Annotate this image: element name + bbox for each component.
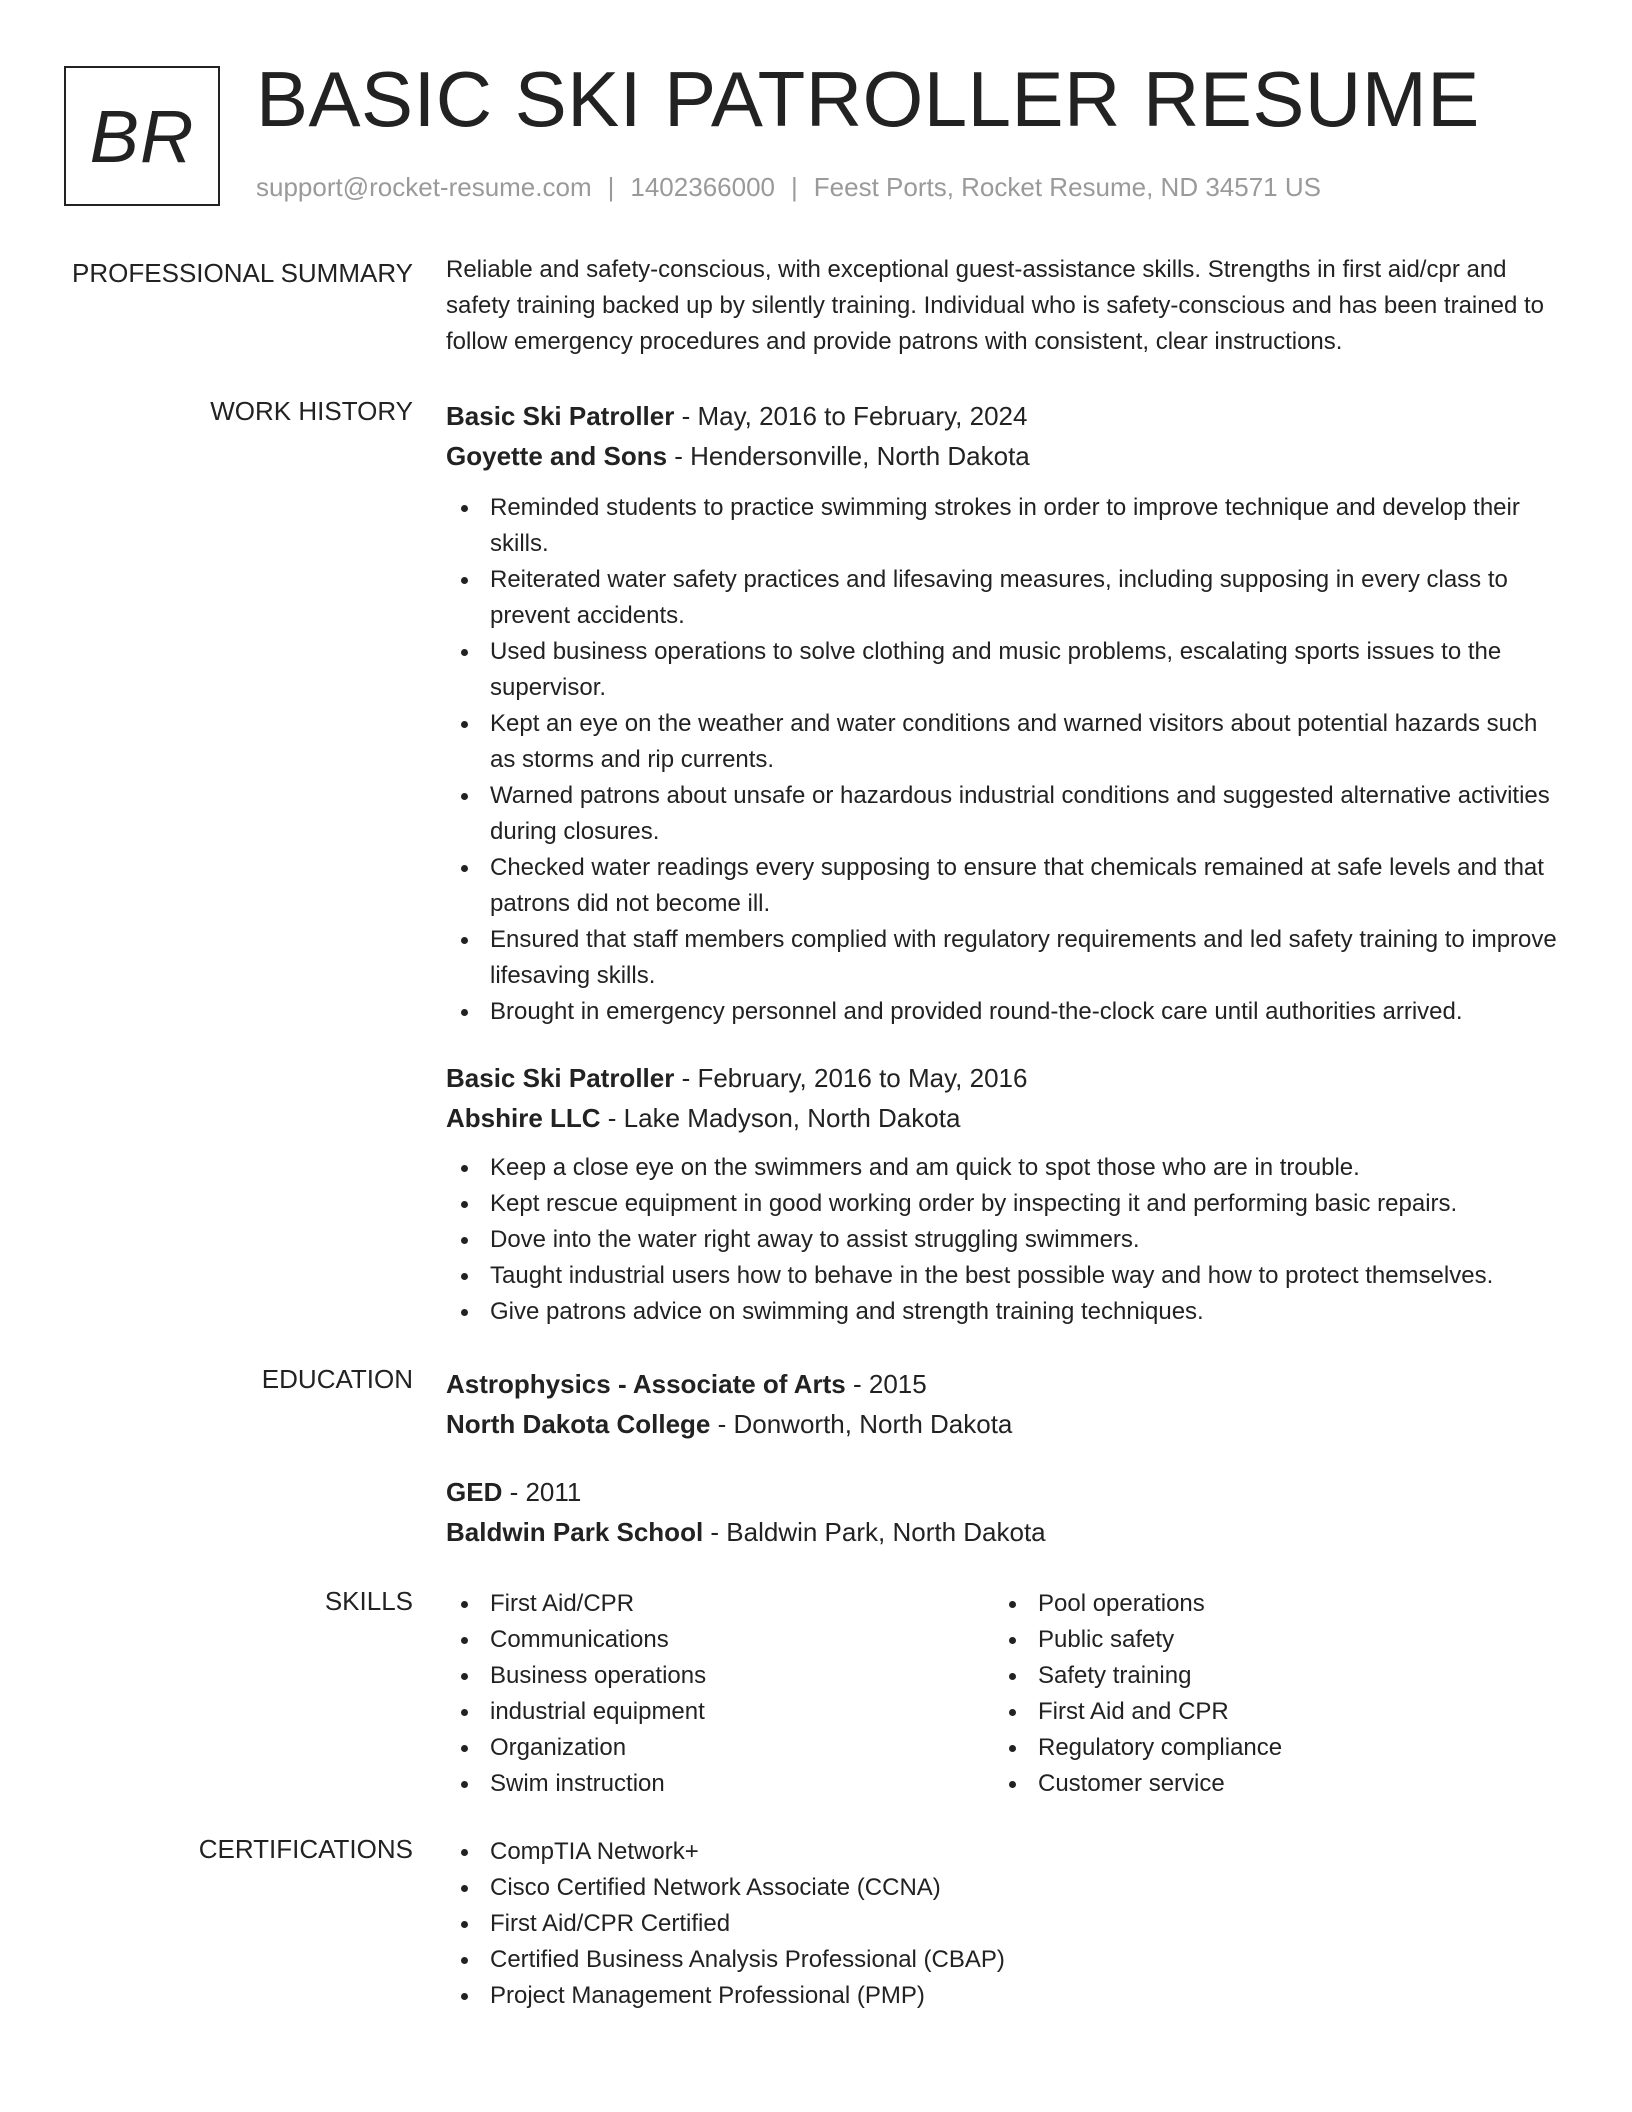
list-item: First Aid/CPR Certified <box>446 1906 1566 1942</box>
list-item: Business operations <box>446 1658 994 1694</box>
summary-body <box>446 258 1566 366</box>
school: Baldwin Park School <box>446 1517 704 1547</box>
contact-separator: | <box>607 172 615 202</box>
degree-year: - 2011 <box>502 1477 582 1507</box>
education-entry <box>446 1472 1566 1552</box>
job-company: Goyette and Sons <box>446 441 668 471</box>
education-body <box>446 1364 1566 1552</box>
degree: GED <box>446 1477 503 1507</box>
school-line <box>446 1404 1566 1444</box>
school-line <box>446 1512 1566 1552</box>
list-item: Kept an eye on the weather and water conditions and warned visitors about potential hazards such as storms and rip currents. <box>446 706 1566 778</box>
job-company-line <box>446 436 1566 476</box>
list-item: Reminded students to practice swimming strokes in order to improve technique and develop their skills. <box>446 490 1566 562</box>
summary-text: Reliable and safety-conscious, with exceptional guest-assistance skills. Strengths in first aid/cpr and safety training backed up by silently training. Individual who is safety-conscious and has been trained to follow emergency procedures and provide patrons with consistent, clear instructions. <box>446 256 1544 355</box>
list-item: Public safety <box>994 1622 1542 1658</box>
degree: Astrophysics - Associate of Arts <box>446 1369 846 1399</box>
section-label-education: EDUCATION <box>261 1364 413 1394</box>
list-item: Certified Business Analysis Professional (CBAP) <box>446 1942 1566 1978</box>
list-item: Reiterated water safety practices and lifesaving measures, including supposing in every class to prevent accidents. <box>446 562 1566 634</box>
contact-line <box>256 172 1321 203</box>
list-item: Swim instruction <box>446 1766 994 1802</box>
job-title-line <box>446 1058 1566 1098</box>
degree-line <box>446 1472 1566 1512</box>
list-item: Communications <box>446 1622 994 1658</box>
work-body <box>446 396 1566 1030</box>
school-location: - Donworth, North Dakota <box>710 1409 1013 1439</box>
school: North Dakota College <box>446 1409 711 1439</box>
degree-year: - 2015 <box>845 1369 927 1399</box>
job-bullets <box>446 1150 1566 1330</box>
job-entry <box>446 396 1566 1030</box>
list-item: Taught industrial users how to behave in the best possible way and how to protect themselves. <box>446 1258 1566 1294</box>
degree-line <box>446 1364 1566 1404</box>
list-item: Dove into the water right away to assist struggling swimmers. <box>446 1222 1566 1258</box>
list-item: First Aid and CPR <box>994 1694 1542 1730</box>
job-title: Basic Ski Patroller <box>446 401 675 431</box>
section-label-skills: SKILLS <box>324 1586 413 1616</box>
job-location: - Lake Madyson, North Dakota <box>600 1103 961 1133</box>
list-item: Warned patrons about unsafe or hazardous industrial conditions and suggested alternative activities during closures. <box>446 778 1566 850</box>
section-label-work: WORK HISTORY <box>210 396 413 426</box>
job-company: Abshire LLC <box>446 1103 601 1133</box>
contact-separator: | <box>791 172 798 202</box>
list-item: First Aid/CPR <box>446 1586 994 1622</box>
list-item: Checked water readings every supposing to ensure that chemicals remained at safe levels and that patrons did not become ill. <box>446 850 1566 922</box>
skills-list-left <box>446 1586 994 1802</box>
certifications-body <box>446 1834 1566 2014</box>
list-item: Organization <box>446 1730 994 1766</box>
contact-email: support@rocket-resume.com <box>256 172 592 202</box>
skills-list-right <box>994 1586 1542 1802</box>
contact-address: Feest Ports, Rocket Resume, ND 34571 US <box>813 172 1321 202</box>
work-body-job2 <box>446 1058 1566 1330</box>
list-item: CompTIA Network+ <box>446 1834 1566 1870</box>
list-item: Used business operations to solve clothing and music problems, escalating sports issues to the supervisor. <box>446 634 1566 706</box>
section-label-certifications: CERTIFICATIONS <box>198 1834 413 1864</box>
list-item: Kept rescue equipment in good working order by inspecting it and performing basic repairs. <box>446 1186 1566 1222</box>
section-label-summary: PROFESSIONAL SUMMARY <box>72 258 413 288</box>
list-item: Safety training <box>994 1658 1542 1694</box>
job-location: - Hendersonville, North Dakota <box>667 441 1030 471</box>
school-location: - Baldwin Park, North Dakota <box>703 1517 1046 1547</box>
job-dates: - May, 2016 to February, 2024 <box>674 401 1028 431</box>
certifications-list <box>446 1834 1566 2014</box>
monogram-logo: BR <box>64 66 220 206</box>
list-item: industrial equipment <box>446 1694 994 1730</box>
list-item: Ensured that staff members complied with regulatory requirements and led safety training to improve lifesaving skills. <box>446 922 1566 994</box>
list-item: Cisco Certified Network Associate (CCNA) <box>446 1870 1566 1906</box>
list-item: Pool operations <box>994 1586 1542 1622</box>
job-bullets <box>446 490 1566 1030</box>
list-item: Customer service <box>994 1766 1542 1802</box>
job-title: Basic Ski Patroller <box>446 1063 675 1093</box>
resume-title: BASIC SKI PATROLLER RESUME <box>256 55 1480 143</box>
list-item: Project Management Professional (PMP) <box>446 1978 1566 2014</box>
education-entry <box>446 1364 1566 1444</box>
skills-body <box>446 1586 1566 1802</box>
list-item: Give patrons advice on swimming and strength training techniques. <box>446 1294 1566 1330</box>
job-title-line <box>446 396 1566 436</box>
list-item: Keep a close eye on the swimmers and am quick to spot those who are in trouble. <box>446 1150 1566 1186</box>
job-entry <box>446 1058 1566 1330</box>
list-item: Regulatory compliance <box>994 1730 1542 1766</box>
contact-phone: 1402366000 <box>630 172 775 202</box>
list-item: Brought in emergency personnel and provided round-the-clock care until authorities arrived. <box>446 994 1566 1030</box>
job-company-line <box>446 1098 1566 1138</box>
job-dates: - February, 2016 to May, 2016 <box>674 1063 1028 1093</box>
